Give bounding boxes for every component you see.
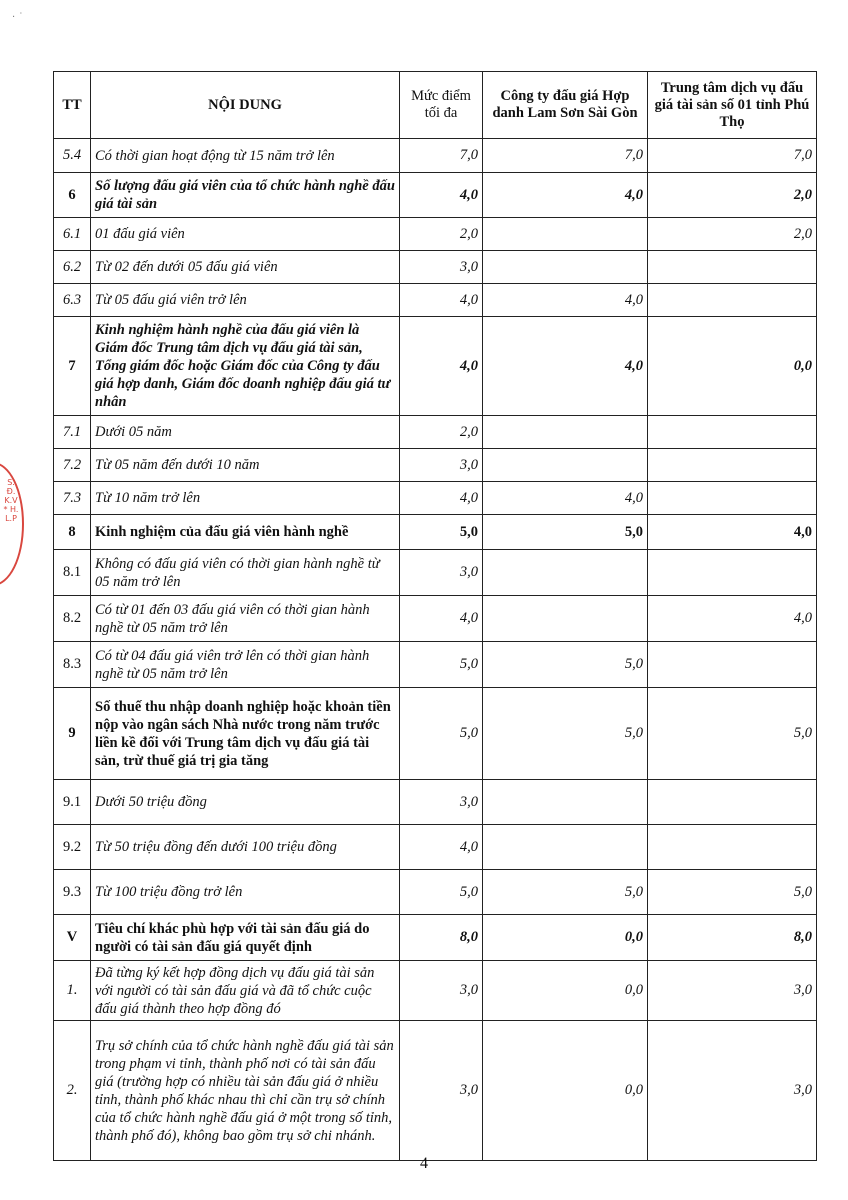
row-company-2: 3,0	[648, 1021, 817, 1161]
row-content: Không có đấu giá viên có thời gian hành nghề từ 05 năm trở lên	[91, 550, 400, 596]
table-row	[54, 449, 817, 482]
row-company-2	[648, 825, 817, 870]
row-company-2: 5,0	[648, 688, 817, 780]
table-row	[54, 416, 817, 449]
row-content: Có từ 04 đấu giá viên trở lên có thời gian hành nghề từ 05 năm trở lên	[91, 642, 400, 688]
row-tt: 9.3	[54, 870, 91, 915]
row-company-2	[648, 284, 817, 317]
scan-marks: · ˙	[12, 12, 24, 23]
row-max: 4,0	[400, 482, 483, 515]
table-row	[54, 482, 817, 515]
row-max: 4,0	[400, 596, 483, 642]
table-row	[54, 317, 817, 416]
row-company-1: 0,0	[483, 1021, 648, 1161]
row-max: 2,0	[400, 218, 483, 251]
row-max: 2,0	[400, 416, 483, 449]
header-content: NỘI DUNG	[91, 72, 400, 139]
row-company-1	[483, 825, 648, 870]
row-content: Có từ 01 đến 03 đấu giá viên có thời gian hành nghề từ 05 năm trở lên	[91, 596, 400, 642]
row-content: Kinh nghiệm hành nghề của đấu giá viên là Giám đốc Trung tâm dịch vụ đấu giá tài sản, Tổng giám đốc hoặc Giám đốc của Công ty đấu giá hợp danh, Giám đốc doanh nghiệp đấu giá tư nhân	[91, 317, 400, 416]
row-content: Từ 05 năm đến dưới 10 năm	[91, 449, 400, 482]
scoring-table	[53, 71, 817, 1161]
row-content: Từ 50 triệu đồng đến dưới 100 triệu đồng	[91, 825, 400, 870]
row-max: 3,0	[400, 1021, 483, 1161]
row-tt: 9.1	[54, 780, 91, 825]
row-max: 7,0	[400, 139, 483, 173]
table-row	[54, 173, 817, 218]
row-company-2: 4,0	[648, 596, 817, 642]
table-row	[54, 642, 817, 688]
row-max: 5,0	[400, 515, 483, 550]
table-row	[54, 550, 817, 596]
table-row	[54, 218, 817, 251]
row-company-2: 2,0	[648, 218, 817, 251]
row-tt: 6.1	[54, 218, 91, 251]
row-tt: 9.2	[54, 825, 91, 870]
row-content: Trụ sở chính của tổ chức hành nghề đấu giá tài sản trong phạm vi tỉnh, thành phố nơi có tài sản đấu giá (trường hợp có nhiều tài sản đấu giá ở nhiều tỉnh, thành phố khác nhau thì chỉ cần trụ sở chính của tổ chức hành nghề đấu giá ở một trong số tỉnh, thành phố đó), không bao gồm trụ sở chi nhánh.	[91, 1021, 400, 1161]
row-tt: 9	[54, 688, 91, 780]
row-content: Đã từng ký kết hợp đồng dịch vụ đấu giá tài sản với người có tài sản đấu giá và đã tổ chức cuộc đấu giá thành theo hợp đồng đó	[91, 961, 400, 1021]
row-company-1: 5,0	[483, 515, 648, 550]
row-max: 8,0	[400, 915, 483, 961]
header-company-2: Trung tâm dịch vụ đấu giá tài sản số 01 tỉnh Phú Thọ	[648, 72, 817, 139]
row-content: Tiêu chí khác phù hợp với tài sản đấu giá do người có tài sản đấu giá quyết định	[91, 915, 400, 961]
row-content: Dưới 05 năm	[91, 416, 400, 449]
row-max: 5,0	[400, 688, 483, 780]
row-content: Kinh nghiệm của đấu giá viên hành nghề	[91, 515, 400, 550]
row-content: 01 đấu giá viên	[91, 218, 400, 251]
row-tt: 7	[54, 317, 91, 416]
row-max: 5,0	[400, 642, 483, 688]
row-max: 3,0	[400, 961, 483, 1021]
row-company-1: 5,0	[483, 688, 648, 780]
row-tt: 8.1	[54, 550, 91, 596]
table-row	[54, 825, 817, 870]
row-company-1	[483, 416, 648, 449]
row-company-1	[483, 780, 648, 825]
table-row	[54, 688, 817, 780]
row-tt: 5.4	[54, 139, 91, 173]
row-max: 3,0	[400, 780, 483, 825]
table-row	[54, 596, 817, 642]
row-tt: 1.	[54, 961, 91, 1021]
row-company-2	[648, 416, 817, 449]
row-tt: 8.3	[54, 642, 91, 688]
table-row	[54, 515, 817, 550]
row-max: 4,0	[400, 317, 483, 416]
row-tt: 7.3	[54, 482, 91, 515]
row-content: Dưới 50 triệu đồng	[91, 780, 400, 825]
row-tt: V	[54, 915, 91, 961]
row-company-2: 0,0	[648, 317, 817, 416]
row-company-2	[648, 642, 817, 688]
table-row	[54, 915, 817, 961]
header-tt: TT	[54, 72, 91, 139]
row-company-1	[483, 218, 648, 251]
row-company-1: 4,0	[483, 173, 648, 218]
header-company-1: Công ty đấu giá Hợp danh Lam Sơn Sài Gòn	[483, 72, 648, 139]
row-company-2: 4,0	[648, 515, 817, 550]
row-company-1: 4,0	[483, 317, 648, 416]
row-tt: 6	[54, 173, 91, 218]
table-header-row	[54, 72, 817, 139]
row-company-1: 4,0	[483, 482, 648, 515]
table-row	[54, 251, 817, 284]
table-row	[54, 284, 817, 317]
row-company-1: 5,0	[483, 870, 648, 915]
row-company-2: 7,0	[648, 139, 817, 173]
row-company-2	[648, 780, 817, 825]
row-max: 3,0	[400, 251, 483, 284]
row-tt: 8.2	[54, 596, 91, 642]
row-tt: 8	[54, 515, 91, 550]
row-tt: 7.2	[54, 449, 91, 482]
row-company-1	[483, 449, 648, 482]
table-row	[54, 870, 817, 915]
row-content: Số lượng đấu giá viên của tổ chức hành nghề đấu giá tài sản	[91, 173, 400, 218]
row-company-1	[483, 550, 648, 596]
table-row	[54, 139, 817, 173]
table-row	[54, 1021, 817, 1161]
row-company-2	[648, 251, 817, 284]
row-company-1: 5,0	[483, 642, 648, 688]
row-content: Số thuế thu nhập doanh nghiệp hoặc khoản tiền nộp vào ngân sách Nhà nước trong năm trước liền kề đối với Trung tâm dịch vụ đấu giá tài sản, trừ thuế giá trị gia tăng	[91, 688, 400, 780]
row-company-1: 0,0	[483, 961, 648, 1021]
table-row	[54, 780, 817, 825]
row-company-2	[648, 550, 817, 596]
row-company-2: 2,0	[648, 173, 817, 218]
row-company-1: 7,0	[483, 139, 648, 173]
stamp-text: S.Đ.K.V * H.L.P	[3, 478, 19, 523]
row-company-1	[483, 251, 648, 284]
row-content: Từ 100 triệu đồng trở lên	[91, 870, 400, 915]
row-company-2: 8,0	[648, 915, 817, 961]
row-company-1	[483, 596, 648, 642]
row-content: Từ 10 năm trở lên	[91, 482, 400, 515]
row-content: Có thời gian hoạt động từ 15 năm trở lên	[91, 139, 400, 173]
row-max: 4,0	[400, 284, 483, 317]
row-tt: 2.	[54, 1021, 91, 1161]
row-max: 4,0	[400, 173, 483, 218]
row-content: Từ 02 đến dưới 05 đấu giá viên	[91, 251, 400, 284]
row-company-2	[648, 482, 817, 515]
table-row	[54, 961, 817, 1021]
row-content: Từ 05 đấu giá viên trở lên	[91, 284, 400, 317]
row-max: 3,0	[400, 550, 483, 596]
row-max: 4,0	[400, 825, 483, 870]
row-company-1: 0,0	[483, 915, 648, 961]
row-company-2	[648, 449, 817, 482]
row-tt: 7.1	[54, 416, 91, 449]
row-company-2: 5,0	[648, 870, 817, 915]
row-max: 3,0	[400, 449, 483, 482]
row-tt: 6.3	[54, 284, 91, 317]
row-tt: 6.2	[54, 251, 91, 284]
header-max-score: Mức điểm tối đa	[400, 72, 483, 139]
page-number: 4	[420, 1155, 428, 1172]
row-company-1: 4,0	[483, 284, 648, 317]
row-company-2: 3,0	[648, 961, 817, 1021]
row-max: 5,0	[400, 870, 483, 915]
